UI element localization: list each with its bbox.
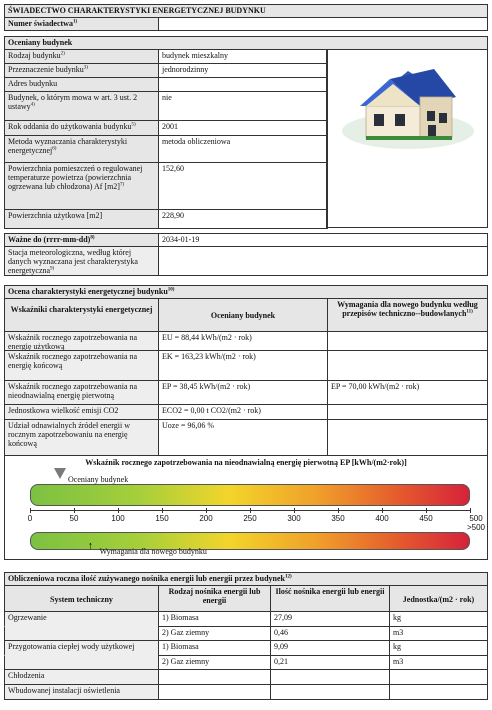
footnote-ref: 7): [119, 182, 125, 188]
assessed-indicator-value: EK = 163,23 kWh/(m2 · rok): [158, 350, 328, 381]
scale-tick: [118, 508, 119, 513]
scale-tick-label: 350: [331, 514, 345, 523]
building-field-label: [4, 77, 159, 92]
required-indicator-value: [327, 404, 488, 420]
assessed-column-header: Oceniany budynek: [158, 298, 328, 332]
carrier-unit: [389, 669, 488, 685]
scale-tick-label: 450: [419, 514, 433, 523]
carrier-amount: [270, 684, 390, 700]
scale-tick: [294, 508, 295, 513]
required-indicator-value: [327, 350, 488, 381]
scale-tick-label: 50: [69, 514, 79, 523]
building-field-label-text: Metoda wyznaczania charakterystyki energetycznej: [8, 137, 128, 155]
scale-tick: [162, 508, 163, 513]
indicator-label: Wskaźnik rocznego zapotrzebowania na energię końcową: [4, 350, 159, 381]
carrier-amount: 9,09: [270, 640, 390, 656]
scale-tick: [206, 508, 207, 513]
building-field-label-text: Powierzchnia użytkowa [m2]: [8, 211, 103, 220]
required-indicator-value: [327, 419, 488, 456]
building-field-value: [158, 77, 328, 92]
footnote-ref: 9): [50, 266, 55, 272]
scale-tick: [74, 508, 75, 513]
required-indicator-value: EP = 70,00 kWh/(m2 · rok): [327, 380, 488, 405]
energy-scale-title: Wskaźnik rocznego zapotrzebowania na nieodnawialną energię pierwotną EP [kWh/(m2·rok)]: [85, 458, 407, 467]
scale-tick-label: 200: [199, 514, 213, 523]
scale-tick-label: 300: [287, 514, 301, 523]
footnote-ref: 5): [131, 122, 136, 128]
carrier-type-column-header: Rodzaj nośnika energii lub energii: [158, 585, 271, 612]
footnote-ref: 2): [60, 51, 65, 57]
building-field-value: 228,90: [158, 209, 328, 229]
weather-station-label: [4, 246, 159, 276]
carrier-amount: 27,09: [270, 611, 390, 627]
scale-tick: [470, 508, 471, 513]
building-field-label-text: Rok oddania do użytkowania budynku: [8, 122, 132, 131]
weather-station-value: [158, 246, 488, 276]
scale-tick-label: 400: [375, 514, 389, 523]
ep-scale-top-bar: [30, 484, 470, 506]
system-name: [4, 626, 159, 641]
building-field-label-text: Budynek, o którym mowa w art. 3 ust. 2 ustawy: [8, 93, 138, 111]
building-field-label: [4, 63, 159, 78]
building-field-label: [4, 162, 159, 210]
assessed-building-marker: [54, 468, 66, 479]
required-indicator-value: [327, 331, 488, 351]
system-name: Przygotowania ciepłej wody użytkowej: [4, 640, 159, 656]
system-name: Chłodzenia: [4, 669, 159, 685]
carrier-type: 1) Biomasa: [158, 640, 271, 656]
scale-tick: [338, 508, 339, 513]
building-field-value: 152,60: [158, 162, 328, 210]
building-field-label: [4, 49, 159, 64]
scale-tick: [426, 508, 427, 513]
assessed-indicator-value: Uoze = 96,06 %: [158, 419, 328, 456]
new-building-requirement-label: Wymagania dla nowego budynku: [99, 547, 207, 556]
building-field-label: [4, 209, 159, 229]
system-name: Wbudowanej instalacji oświetlenia: [4, 684, 159, 700]
scale-tick: [250, 508, 251, 513]
footnote-ref: 6): [52, 146, 57, 152]
building-field-value: 2001: [158, 120, 328, 136]
assessed-indicator-value: ECO2 = 0,00 t CO2/(m2 · rok): [158, 404, 328, 420]
building-field-label-text: Przeznaczenie budynku: [8, 65, 84, 74]
building-field-label-text: Adres budynku: [8, 79, 58, 88]
requirements-column-header: Wymagania dla nowego budynku według przepisów techniczno--budowlanych$^{11)}$: [327, 298, 488, 332]
building-field-label: [4, 135, 159, 163]
certificate-number-value: [158, 17, 488, 31]
scale-tick-label: 100: [111, 514, 125, 523]
carrier-amount-column-header: Ilość nośnika energii lub energii: [270, 585, 390, 612]
building-photo-frame: [326, 49, 488, 228]
scale-tick-label: 250: [243, 514, 257, 523]
valid-until-value: 2034-01-19: [158, 233, 488, 247]
scale-tick: [30, 508, 31, 513]
weather-station-label-text: Stacja meteorologiczna, według której danych wyznaczana jest charakterystyka energetyczna: [8, 248, 138, 275]
footnote-ref: 4): [30, 102, 35, 108]
carrier-type: [158, 684, 271, 700]
assessment-header: Ocena charakterystyki energetycznej budynku$^{10)}$: [4, 285, 488, 299]
carrier-unit: kg: [389, 640, 488, 656]
valid-until-label-text: Ważne do (rrrr-mm-dd): [8, 235, 91, 244]
building-field-label: [4, 120, 159, 136]
building-field-value: budynek mieszkalny: [158, 49, 328, 64]
carrier-type: [158, 669, 271, 685]
carrier-type: 2) Gaz ziemny: [158, 626, 271, 641]
indicator-label: Jednostkowa wielkość emisji CO2: [4, 404, 159, 420]
valid-until-label: [4, 233, 159, 247]
scale-tick: [382, 508, 383, 513]
footnote-ref: 8): [90, 235, 95, 241]
indicator-column-header: Wskaźniki charakterystyki energetycznej: [4, 298, 159, 332]
indicator-label: Wskaźnik rocznego zapotrzebowania na nieodnawialną energię pierwotną: [4, 380, 159, 405]
building-header: Oceniany budynek: [4, 36, 488, 50]
new-building-requirement-marker: ↑: [87, 540, 94, 552]
assessed-indicator-value: EU = 88,44 kWh/(m2 · rok): [158, 331, 328, 351]
scale-tick-label: 150: [155, 514, 169, 523]
ep-scale-bottom-bar: [30, 532, 470, 550]
house-image: [330, 51, 486, 224]
unit-column-header: Jednostka/(m2 · rok): [389, 585, 488, 612]
building-field-label-text: Powierzchnia pomieszczeń o regulowanej temperaturze powietrza (powierzchnia ogrzewana lub chłodzona) Af [m2]: [8, 164, 143, 191]
scale-tick-label: 500 >500: [466, 514, 486, 532]
system-column-header: System techniczny: [4, 585, 159, 612]
carrier-type: 2) Gaz ziemny: [158, 655, 271, 670]
carrier-amount: 0,46: [270, 626, 390, 641]
carrier-type: 1) Biomasa: [158, 611, 271, 627]
carrier-amount: [270, 669, 390, 685]
building-field-label: [4, 91, 159, 121]
assessed-indicator-value: EP = 38,45 kWh/(m2 · rok): [158, 380, 328, 405]
carrier-unit: kg: [389, 611, 488, 627]
building-field-value: nie: [158, 91, 328, 121]
carrier-amount: 0,21: [270, 655, 390, 670]
scale-tick-label: 0: [27, 514, 33, 523]
footnote-ref: 3): [83, 65, 88, 71]
carrier-unit: m3: [389, 626, 488, 641]
building-field-label-text: Rodzaj budynku: [8, 51, 61, 60]
indicator-label: Udział odnawialnych źródeł energii w rocznym zapotrzebowaniu na energię końcową: [4, 419, 159, 456]
carrier-unit: [389, 684, 488, 700]
system-name: Ogrzewanie: [4, 611, 159, 627]
certificate-title: ŚWIADECTWO CHARAKTERYSTYKI ENERGETYCZNEJ BUDYNKU: [4, 4, 488, 18]
certificate-number-label: Numer świadectwa$^{1)}$: [4, 17, 159, 31]
assessed-building-label: Oceniany budynek: [68, 475, 129, 484]
building-field-value: metoda obliczeniowa: [158, 135, 328, 163]
energy-carrier-header: Obliczeniowa roczna ilość zużywanego nośnika energii lub energii przez budynek$^{12)}$: [4, 572, 488, 586]
carrier-unit: m3: [389, 655, 488, 670]
building-field-value: jednorodzinny: [158, 63, 328, 78]
indicator-label: Wskaźnik rocznego zapotrzebowania na energię użytkową: [4, 331, 159, 351]
system-name: [4, 655, 159, 670]
